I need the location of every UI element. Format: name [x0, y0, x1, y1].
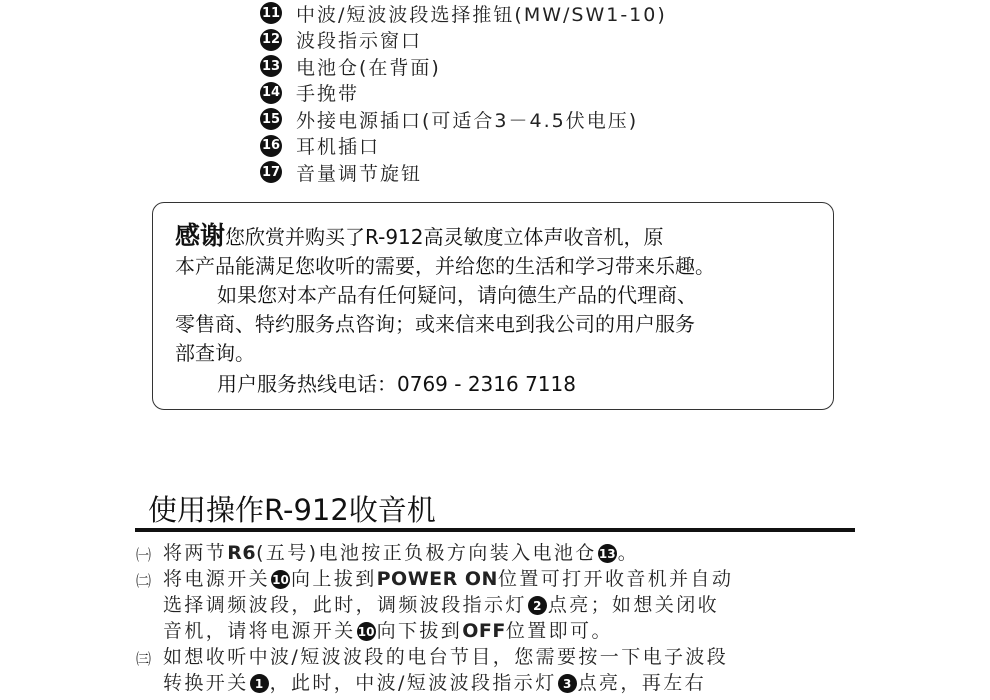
parts-list-item: [260, 106, 667, 133]
step-marker: ㈢: [136, 650, 152, 668]
step-text-part: 选择调频波段，此时，调频波段指示灯: [163, 594, 527, 616]
part-description: 音量调节旋钮: [296, 162, 423, 185]
notice-line: 部查询。: [175, 341, 255, 365]
step-text-bold: POWER ON: [376, 568, 498, 590]
step-text-part: 向下拔到: [376, 620, 463, 642]
step-text-part: 如想收听中波/短波波段的电台节目，您需要按一下电子波段: [163, 646, 729, 668]
part-number-badge: 14: [260, 82, 282, 104]
step-text-part: 向上拔到: [291, 568, 377, 590]
notice-line: 如果您对本产品有任何疑问，请向德生产品的代理商、: [217, 283, 697, 307]
notice-lead-word: 感谢: [175, 221, 226, 250]
step-text-part: ，此时，中波/短波波段指示灯: [269, 672, 557, 694]
step-marker: ㈡: [136, 572, 152, 590]
part-description: 中波/短波波段选择推钮(MW/SW1-10): [296, 3, 667, 26]
callout-number-icon: 3: [558, 674, 577, 693]
parts-list-item: [260, 27, 667, 54]
hotline-text: 用户服务热线电话：0769 - 2316 7118: [217, 372, 576, 396]
parts-list-item: [260, 80, 667, 107]
step-text-part: 位置可打开收音机并自动: [497, 568, 734, 590]
step-text-bold: OFF: [462, 620, 506, 642]
part-number-badge: 12: [260, 29, 282, 51]
part-description: 电池仓(在背面): [296, 56, 441, 79]
parts-list: [260, 0, 667, 186]
step-text-part: 将电源开关: [163, 568, 271, 590]
part-description: 波段指示窗口: [296, 30, 423, 53]
step-text: [163, 644, 728, 696]
step-text-part: 位置即可。: [505, 620, 613, 642]
callout-number-icon: 13: [598, 544, 617, 563]
instruction-step: [136, 644, 851, 696]
step-text-bold: R6: [227, 542, 257, 564]
parts-list-item: [260, 0, 667, 27]
section-divider: [135, 528, 855, 532]
step-text-part: 将两节: [163, 542, 228, 564]
parts-list-item: [260, 53, 667, 80]
part-description: 手挽带: [296, 83, 360, 106]
callout-number-icon: 10: [271, 570, 290, 589]
instruction-step: [136, 566, 851, 644]
step-text-part: 音机，请将电源开关: [163, 620, 356, 642]
part-number-badge: 17: [260, 161, 282, 183]
notice-line: 您欣赏并购买了R-912高灵敏度立体声收音机，原: [225, 225, 664, 249]
part-number-badge: 16: [260, 135, 282, 157]
callout-number-icon: 10: [357, 622, 376, 641]
step-marker: ㈠: [136, 546, 152, 564]
step-text: [163, 540, 639, 566]
part-number-badge: 11: [260, 2, 282, 24]
instruction-step: [136, 540, 851, 566]
notice-paragraph-1: [175, 221, 809, 252]
step-text-part: 点亮；如想关闭收: [547, 594, 720, 616]
step-text-part: (五号)电池按正负极方向装入电池仓: [256, 542, 597, 564]
step-text-part: 转换开关: [163, 672, 249, 694]
instruction-steps: [136, 540, 851, 696]
part-number-badge: 13: [260, 55, 282, 77]
thank-you-notice-box: [152, 202, 834, 410]
part-description: 外接电源插口(可适合3－4.5伏电压): [296, 109, 639, 132]
step-text: [163, 566, 733, 644]
callout-number-icon: 1: [250, 674, 269, 693]
step-text-part: 。: [617, 542, 640, 564]
section-title: 使用操作R-912收音机: [148, 493, 436, 527]
parts-list-item: [260, 159, 667, 186]
notice-line: 本产品能满足您收听的需要，并给您的生活和学习带来乐趣。: [175, 254, 715, 278]
callout-number-icon: 2: [528, 596, 547, 615]
notice-line: 零售商、特约服务点咨询；或来信来电到我公司的用户服务: [175, 312, 695, 336]
step-text-part: 点亮，再左右: [577, 672, 707, 694]
parts-list-item: [260, 133, 667, 160]
part-description: 耳机插口: [296, 136, 381, 159]
part-number-badge: 15: [260, 108, 282, 130]
